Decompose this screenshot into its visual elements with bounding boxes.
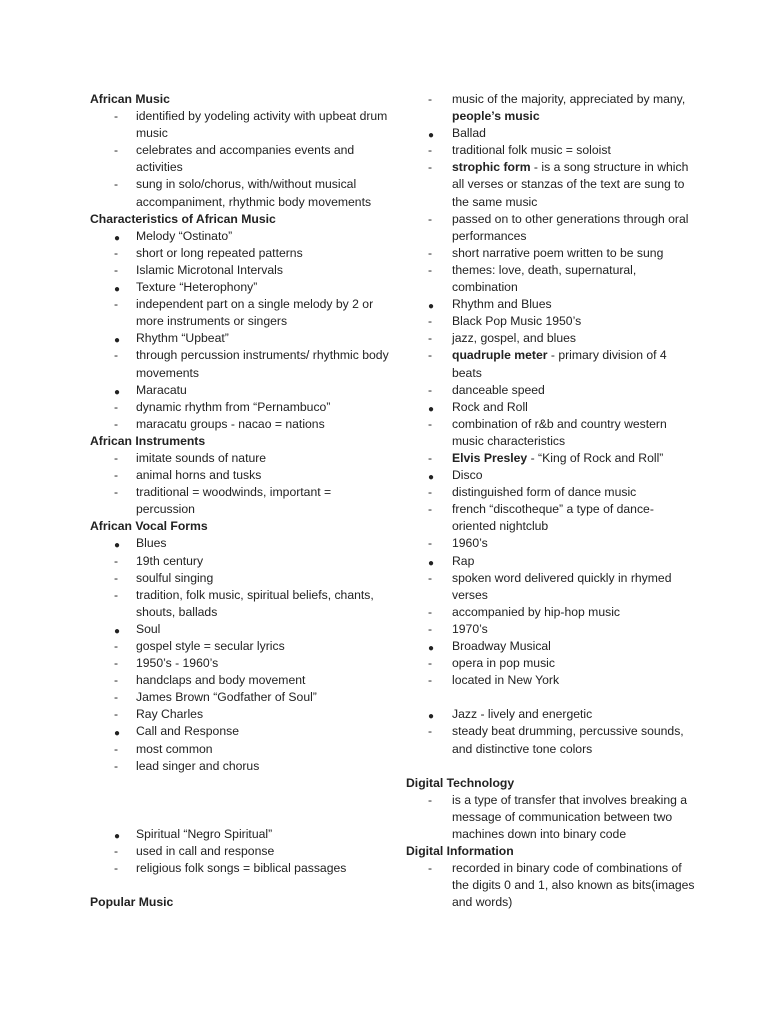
dash-item — [406, 792, 696, 843]
section-heading: Digital Technology — [406, 775, 515, 790]
item-text: recorded in binary code of combinations of the digits 0 and 1, also known as bits(images and words) — [452, 861, 695, 910]
item-text: Melody “Ostinato” — [136, 228, 233, 243]
dash-marker: - — [428, 673, 433, 688]
item-text: sung in solo/chorus, with/without musical accompaniment, rhythmic body movements — [136, 177, 372, 209]
dash-item — [406, 570, 696, 604]
dash-marker: - — [114, 468, 119, 483]
bullet-marker: ● — [428, 130, 435, 142]
item-text: located in New York — [452, 673, 560, 688]
item-text: Call and Response — [136, 724, 239, 739]
dash-marker: - — [114, 673, 119, 688]
dash-item — [90, 638, 390, 655]
dash-item — [406, 501, 696, 535]
dash-item — [406, 860, 696, 911]
dash-item — [90, 245, 390, 262]
dash-item — [90, 108, 390, 142]
dash-item — [406, 416, 696, 450]
item-text: traditional folk music = soloist — [452, 143, 611, 158]
dash-marker: - — [114, 741, 119, 756]
blank-line — [90, 775, 390, 826]
bullet-marker: ● — [428, 472, 435, 484]
dash-item — [406, 604, 696, 621]
dash-marker: - — [114, 690, 119, 705]
item-text: jazz, gospel, and blues — [452, 331, 576, 346]
dash-marker: - — [114, 262, 119, 277]
item-text: 1970’s — [452, 621, 488, 636]
item-text: Rock and Roll — [452, 399, 528, 414]
dash-marker: - — [114, 177, 119, 192]
item-text: imitate sounds of nature — [136, 450, 267, 465]
section-heading: African Music — [90, 92, 170, 106]
dash-marker: - — [428, 536, 433, 551]
dash-item — [90, 347, 390, 381]
bullet-item — [406, 467, 696, 484]
dash-item — [90, 860, 390, 877]
dash-marker: - — [114, 707, 119, 722]
dash-marker: - — [114, 450, 119, 465]
item-text: Black Pop Music 1950’s — [452, 314, 582, 329]
dash-marker: - — [114, 656, 119, 671]
dash-marker: - — [428, 92, 433, 106]
section-heading: Digital Information — [406, 844, 514, 859]
item-text: lead singer and chorus — [136, 758, 260, 773]
dash-item — [406, 313, 696, 330]
dash-marker: - — [428, 861, 433, 876]
dash-marker: - — [114, 297, 119, 312]
item-text: themes: love, death, supernatural, combination — [452, 262, 637, 295]
bold-term: Elvis Presley — [452, 450, 528, 465]
dash-item — [90, 484, 390, 518]
item-text: Islamic Microtonal Intervals — [136, 262, 283, 277]
item-text: distinguished form of dance music — [452, 485, 637, 500]
dash-item — [406, 655, 696, 672]
item-text: Texture “Heterophony” — [136, 280, 258, 295]
item-text: most common — [136, 741, 213, 756]
dash-marker: - — [114, 399, 119, 414]
dash-item — [406, 142, 696, 159]
item-text: Maracatu — [136, 382, 187, 397]
dash-item — [90, 176, 390, 210]
section-heading: Characteristics of African Music — [90, 211, 276, 226]
dash-item — [90, 741, 390, 758]
dash-item — [90, 758, 390, 775]
dash-marker: - — [114, 758, 119, 773]
dash-item — [90, 706, 390, 723]
dash-item — [406, 347, 696, 381]
item-text: tradition, folk music, spiritual beliefs, chants, shouts, ballads — [136, 587, 374, 619]
item-text: Elvis Presley - “King of Rock and Roll” — [452, 450, 664, 465]
dash-marker: - — [428, 245, 433, 260]
bullet-marker: ● — [114, 728, 121, 740]
dash-item — [90, 399, 390, 416]
bullet-marker: ● — [428, 711, 435, 723]
notes-column-right — [406, 91, 696, 912]
dash-marker: - — [428, 160, 433, 175]
item-text: identified by yodeling activity with upbeat drum music — [136, 109, 388, 141]
blank-line — [90, 877, 390, 894]
item-text: Broadway Musical — [452, 639, 551, 653]
section-heading: African Instruments — [90, 433, 206, 448]
bullet-marker: ● — [114, 232, 121, 244]
dash-item — [406, 723, 696, 757]
dash-marker: - — [428, 604, 433, 619]
dash-marker: - — [114, 143, 119, 158]
item-text: Spiritual “Negro Spiritual” — [136, 827, 273, 842]
item-text: quadruple meter - primary division of 4 beats — [452, 348, 667, 380]
dash-marker: - — [114, 416, 119, 431]
item-text: french “discotheque” a type of dance-oriented nightclub — [452, 502, 654, 534]
item-text: religious folk songs = biblical passages — [136, 861, 347, 876]
dash-item — [406, 330, 696, 347]
dash-item — [406, 621, 696, 638]
dash-item — [90, 689, 390, 706]
dash-marker: - — [114, 570, 119, 585]
bullet-marker: ● — [428, 557, 435, 569]
item-text: independent part on a single melody by 2 or more instruments or singers — [136, 297, 374, 329]
item-text: animal horns and tusks — [136, 468, 262, 483]
dash-marker: - — [428, 792, 433, 807]
dash-item — [406, 382, 696, 399]
dash-item — [90, 587, 390, 621]
bullet-item — [406, 399, 696, 416]
dash-item — [90, 672, 390, 689]
blank-line — [406, 758, 696, 775]
dash-marker: - — [428, 348, 433, 363]
item-text: James Brown “Godfather of Soul” — [136, 690, 317, 705]
item-text: Ballad — [452, 126, 486, 141]
dash-marker: - — [114, 639, 119, 653]
bold-term: quadruple meter — [452, 348, 548, 363]
item-text: short narrative poem written to be sung — [452, 245, 664, 260]
bullet-item — [406, 638, 696, 655]
item-text: gospel style = secular lyrics — [136, 639, 285, 653]
dash-marker: - — [114, 587, 119, 602]
blank-line — [406, 689, 696, 706]
item-text: Rhythm and Blues — [452, 297, 552, 312]
section-heading: Popular Music — [90, 895, 174, 910]
item-text: steady beat drumming, percussive sounds, and distinctive tone colors — [452, 724, 684, 756]
bullet-marker: ● — [114, 284, 121, 296]
item-text: Blues — [136, 536, 167, 551]
dash-item — [406, 262, 696, 296]
dash-item — [406, 211, 696, 245]
bullet-marker: ● — [114, 386, 121, 398]
dash-item — [90, 843, 390, 860]
dash-marker: - — [428, 416, 433, 431]
dash-item — [90, 296, 390, 330]
bullet-item — [406, 706, 696, 723]
dash-marker: - — [428, 143, 433, 158]
bullet-item — [406, 125, 696, 142]
dash-item — [406, 245, 696, 262]
dash-marker: - — [428, 211, 433, 226]
bullet-marker: ● — [428, 643, 435, 654]
dash-item — [406, 672, 696, 689]
item-text: Ray Charles — [136, 707, 204, 722]
section-heading: African Vocal Forms — [90, 519, 208, 534]
dash-item — [90, 450, 390, 467]
dash-marker: - — [428, 502, 433, 517]
item-text: 19th century — [136, 553, 204, 568]
item-text: 1950’s - 1960’s — [136, 656, 219, 671]
dash-marker: - — [428, 314, 433, 329]
bullet-marker: ● — [428, 301, 435, 313]
bullet-item — [90, 621, 390, 638]
item-text: celebrates and accompanies events and activities — [136, 143, 355, 175]
bullet-item — [406, 553, 696, 570]
dash-marker: - — [428, 331, 433, 346]
dash-marker: - — [428, 450, 433, 465]
bullet-item — [90, 330, 390, 347]
item-text: danceable speed — [452, 382, 545, 397]
item-text: passed on to other generations through oral performances — [452, 211, 689, 243]
item-text: 1960’s — [452, 536, 488, 551]
bullet-item — [90, 535, 390, 552]
item-text: short or long repeated patterns — [136, 245, 303, 260]
item-text: handclaps and body movement — [136, 673, 306, 688]
dash-marker: - — [428, 382, 433, 397]
item-text: through percussion instruments/ rhythmic body movements — [136, 348, 389, 380]
dash-marker: - — [428, 485, 433, 500]
item-text: Soul — [136, 621, 161, 636]
item-text: Disco — [452, 468, 483, 483]
item-text: Jazz - lively and energetic — [452, 707, 593, 722]
item-text: Rhythm “Upbeat” — [136, 331, 229, 346]
dash-marker: - — [114, 109, 119, 124]
dash-item — [90, 416, 390, 433]
dash-item — [90, 570, 390, 587]
item-text: music of the majority, appreciated by many, people’s music — [452, 92, 686, 124]
dash-item — [406, 535, 696, 552]
dash-marker: - — [428, 656, 433, 671]
dash-item — [90, 467, 390, 484]
notes-column-left — [90, 91, 390, 912]
dash-marker: - — [428, 262, 433, 277]
item-text: soulful singing — [136, 570, 214, 585]
bold-term: people’s music — [452, 109, 540, 124]
dash-item — [90, 655, 390, 672]
dash-marker: - — [114, 485, 119, 500]
dash-item — [90, 142, 390, 176]
bullet-marker: ● — [114, 335, 121, 347]
item-text: spoken word delivered quickly in rhymed verses — [452, 570, 672, 602]
dash-marker: - — [428, 621, 433, 636]
item-text: opera in pop music — [452, 656, 555, 671]
dash-marker: - — [114, 844, 119, 859]
dash-item — [406, 484, 696, 501]
bullet-marker: ● — [428, 403, 435, 415]
bullet-item — [90, 723, 390, 740]
dash-item — [90, 553, 390, 570]
bullet-item — [90, 382, 390, 399]
item-text: Rap — [452, 553, 475, 568]
item-text: maracatu groups - nacao = nations — [136, 416, 325, 431]
dash-marker: - — [114, 861, 119, 876]
bullet-marker: ● — [114, 831, 121, 843]
item-text: strophic form - is a song structure in which all verses or stanzas of the text are sung to the same music — [452, 160, 689, 209]
item-text: combination of r&b and country western music characteristics — [452, 416, 667, 448]
dash-marker: - — [114, 553, 119, 568]
dash-marker: - — [428, 570, 433, 585]
dash-item — [90, 262, 390, 279]
dash-marker: - — [428, 724, 433, 739]
dash-item — [406, 450, 696, 467]
dash-item — [406, 91, 696, 125]
item-text: is a type of transfer that involves breaking a message of communication between two machines down into binary code — [452, 792, 688, 842]
bullet-item — [90, 279, 390, 296]
item-text: accompanied by hip-hop music — [452, 604, 621, 619]
bold-term: strophic form — [452, 160, 531, 175]
bullet-item — [90, 826, 390, 843]
bullet-item — [406, 296, 696, 313]
bullet-marker: ● — [114, 625, 121, 637]
bullet-item — [90, 228, 390, 245]
item-text: traditional = woodwinds, important = percussion — [136, 485, 332, 517]
dash-marker: - — [114, 245, 119, 260]
dash-item — [406, 159, 696, 210]
dash-marker: - — [114, 348, 119, 363]
item-text: used in call and response — [136, 844, 275, 859]
bullet-marker: ● — [114, 540, 121, 552]
item-text: dynamic rhythm from “Pernambuco” — [136, 399, 331, 414]
